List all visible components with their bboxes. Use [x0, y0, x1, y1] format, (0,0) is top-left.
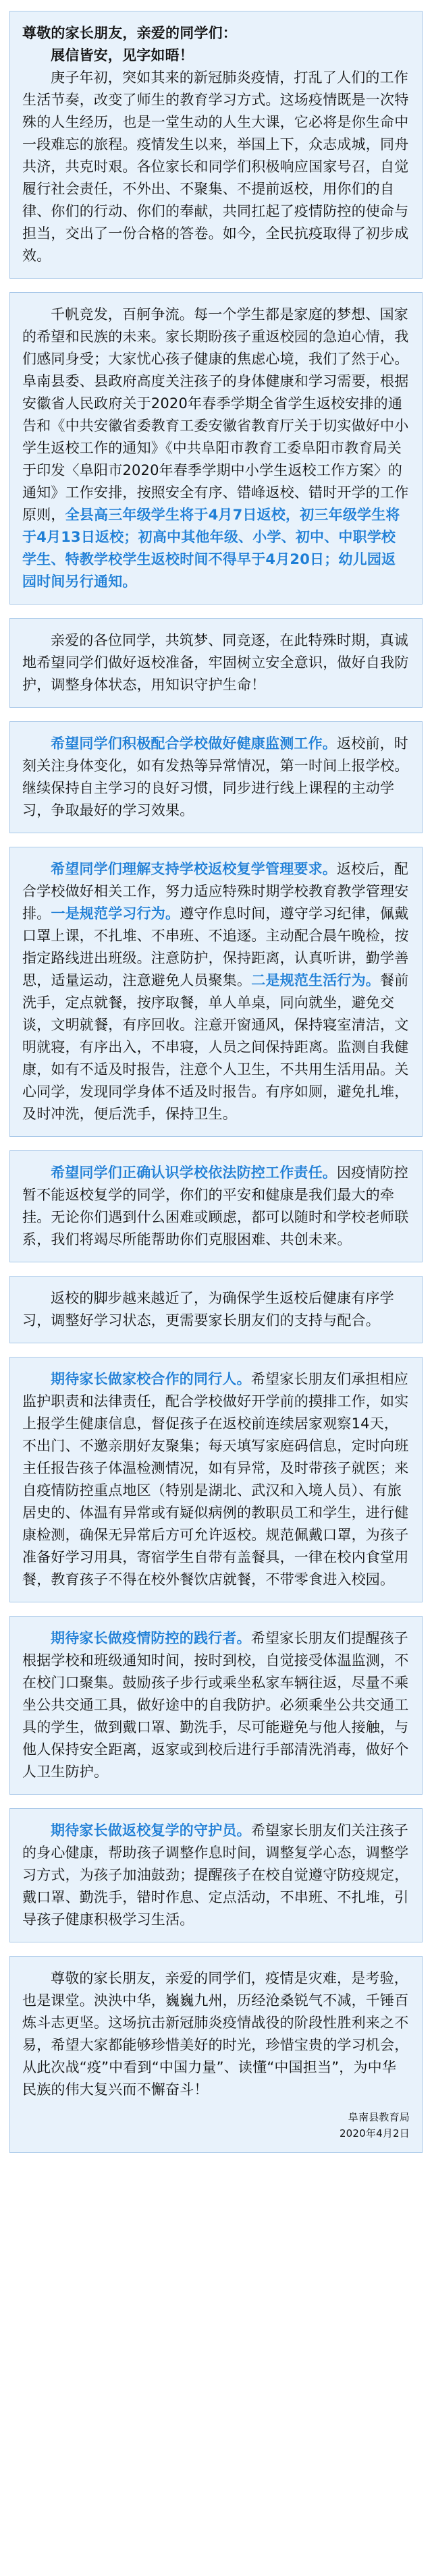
- letter-intro-block: [9, 11, 423, 279]
- section-heading: 期待家长做疫情防控的践行者。: [51, 1630, 251, 1646]
- paragraph-health-monitoring: [22, 733, 410, 822]
- subheading-study-behavior: 一是规范学习行为。: [51, 905, 180, 922]
- paragraph-intro: 庚子年初，突如其来的新冠肺炎疫情，打乱了人们的工作生活节奏，改变了师生的教育学习方式。这场疫情既是一次特殊的人生经历，也是一堂生动的人生大课，它必将是你生命中一段难忘的旅程。疫情发生以来，举国上下，众志成城，同舟共济，共克时艰。各位家长和同学们积极响应国家号召，自觉履行社会责任，不外出、不聚集、不提前返校，用你们的自律、你们的行动、你们的奉献，共同扛起了疫情防控的使命与担当，交出了一份合格的答卷。如今，全民抗疫取得了初步成效。: [22, 69, 409, 264]
- letter-closing-block: [9, 1956, 423, 2153]
- letter-opening: 展信皆安，见字如晤！: [51, 47, 194, 63]
- paragraph-parents-intro: 返校的脚步越来越近了，为确保学生返校后健康有序学习，调整好学习状态，更需要家长朋友们的支持与配合。: [22, 1290, 394, 1328]
- section-body: 遵守作息时间，遵守学习纪律，佩戴口罩上课，不扎堆、不串班、不追逐。主动配合晨午晚检，按指定路线进出班级。注意防护，保持距离，认真听讲，勤学善思，适量运动，注意避免人员聚集。: [22, 905, 409, 988]
- paragraph-epidemic-practice: [22, 1627, 410, 1783]
- letter-return-plan-block: [9, 292, 423, 605]
- section-heading: 希望同学们理解支持学校返校复学管理要求。: [51, 861, 337, 877]
- section-body: 餐前洗手，定点就餐，按序取餐，单人单桌，同向就坐，避免交谈，文明就餐，有序回收。注意开窗通风，保持寝室清洁，文明就寝，有序出入，不串寝，人员之间保持距离。监测自我健康，如有不适及时报告，注意个人卫生，不共用生活用品。关心同学，发现同学身体不适及时报告。有序如厕，避免扎堆，及时冲洗，便后洗手，保持卫生。: [22, 972, 409, 1122]
- signer-name: 阜南县教育局: [348, 2111, 410, 2123]
- letter-parents-intro-block: [9, 1276, 423, 1343]
- section-body: 返校后，配合学校做好相关工作，努力适应特殊时期学校教育教学管理安排。: [22, 861, 409, 922]
- section-heading: 希望同学们正确认识学校依法防控工作责任。: [51, 1165, 337, 1181]
- section-heading: 希望同学们积极配合学校做好健康监测工作。: [51, 735, 337, 752]
- letter-signature: [22, 2109, 410, 2141]
- paragraph-return-plan: [22, 304, 410, 593]
- paragraph-return-management: [22, 858, 410, 1125]
- section-body: 因疫情防控暂不能返校复学的同学，你们的平安和健康是我们最大的牵挂。无论你们遇到什么困难或顾虑，都可以随时和学校老师联系，我们将竭尽所能帮助你们克服困难、共创未来。: [22, 1165, 409, 1248]
- section-body: 希望家长朋友们承担相应监护职责和法律责任，配合学校做好开学前的摸排工作，如实上报学生健康信息，督促孩子在返校前连续居家观察14天，不出门、不邀亲朋好友聚集；每天填写家庭码信息，定时向班主任报告孩子体温检测情况，如有异常，及时带孩子就医；来自疫情防控重点地区（特别是湖北、武汉和入境人员）、有旅居史的、体温有异常或有疑似病例的教职员工和学生，进行健康检测，确保无异常后方可允许返校。规范佩戴口罩，为孩子准备好学习用具，寄宿学生自带有盖餐具，一律在校内食堂用餐，教育孩子不得在校外餐饮店就餐，不带零食进入校园。: [22, 1371, 409, 1588]
- section-body: 希望家长朋友们提醒孩子根据学校和班级通知时间，按时到校，自觉接受体温监测，不在校门口聚集。鼓励孩子步行或乘坐私家车辆往返，尽量不乘坐公共交通工具，做好途中的自我防护。必须乘坐公共交通工具的学生，做到戴口罩、勤洗手，尽可能避免与他人接触，与他人保持安全距离，返家或到校后进行手部清洗消毒，做好个人卫生防护。: [22, 1630, 409, 1780]
- section-body: 返校前，时刻关注身体变化，如有发热等异常情况，第一时间上报学校。继续保持自主学习的良好习惯，同步进行线上课程的主动学习，争取最好的学习效果。: [22, 735, 409, 818]
- paragraph-prevention-responsibility: [22, 1162, 410, 1251]
- section-prevention-responsibility: [9, 1150, 423, 1262]
- section-body: 希望家长朋友们关注孩子的身心健康，帮助孩子调整作息时间，调整复学心态，调整学习方式，为孩子加油鼓劲；提醒孩子在校自觉遵守防疫规定，戴口罩、勤洗手，错时作息、定点活动，不串班、不扎堆，引导孩子健康积极学习生活。: [22, 1822, 409, 1928]
- section-home-school-cooperation: [9, 1357, 423, 1602]
- letter-greeting: 尊敬的家长朋友，亲爱的同学们：: [22, 25, 237, 41]
- paragraph-students-intro: 亲爱的各位同学，共筑梦、同竞逐，在此特殊时期，真诚地希望同学们做好返校准备，牢固树立安全意识，做好自我防护，调整身体状态，用知识守护生命！: [22, 632, 409, 693]
- section-return-guardian: [9, 1808, 423, 1942]
- paragraph-home-school-cooperation: [22, 1368, 410, 1591]
- paragraph-return-guardian: [22, 1820, 410, 1931]
- section-health-monitoring: [9, 721, 423, 833]
- letter-date: 2020年4月2日: [339, 2127, 410, 2139]
- section-return-management: [9, 847, 423, 1137]
- letter-students-intro-block: [9, 618, 423, 708]
- return-plan-text: 千帆竞发，百舸争流。每一个学生都是家庭的梦想、国家的希望和民族的未来。家长期盼孩子重返校园的急迫心情，我们感同身受；大家忧心孩子健康的焦虑心境，我们了然于心。阜南县委、县政府高度关注孩子的身体健康和学习需要，根据安徽省人民政府关于2020年春季学期全省学生返校安排的通告和《中共安徽省委教育工委安徽省教育厅关于切实做好中小学生返校工作的通知》《中共阜阳市教育工委阜阳市教育局关于印发〈阜阳市2020年春季学期中小学生返校工作方案〉的通知》工作安排，按照安全有序、错峰返校、错时开学的工作原则，: [22, 306, 409, 523]
- subheading-life-behavior: 二是规范生活行为。: [251, 972, 381, 988]
- section-heading: 期待家长做家校合作的同行人。: [51, 1371, 251, 1387]
- section-epidemic-practice: [9, 1616, 423, 1795]
- section-heading: 期待家长做返校复学的守护员。: [51, 1822, 251, 1839]
- return-schedule-highlight: 全县高三年级学生将于4月7日返校，初三年级学生将于4月13日返校；初高中其他年级、小学、初中、中职学校学生、特教学校学生返校时间不得早于4月20日；幼儿园返园时间另行通知。: [22, 507, 400, 590]
- paragraph-closing: 尊敬的家长朋友，亲爱的同学们，疫情是灾难，是考验，也是课堂。泱泱中华，巍巍九州，历经沧桑锐气不减，千锤百炼斗志更坚。这场抗击新冠肺炎疫情战役的阶段性胜利来之不易，希望大家都能够珍惜美好的时光，珍惜宝贵的学习机会，从此次战“疫”中看到“中国力量”、读懂“中国担当”，为中华民族的伟大复兴而不懈奋斗！: [22, 1970, 409, 2098]
